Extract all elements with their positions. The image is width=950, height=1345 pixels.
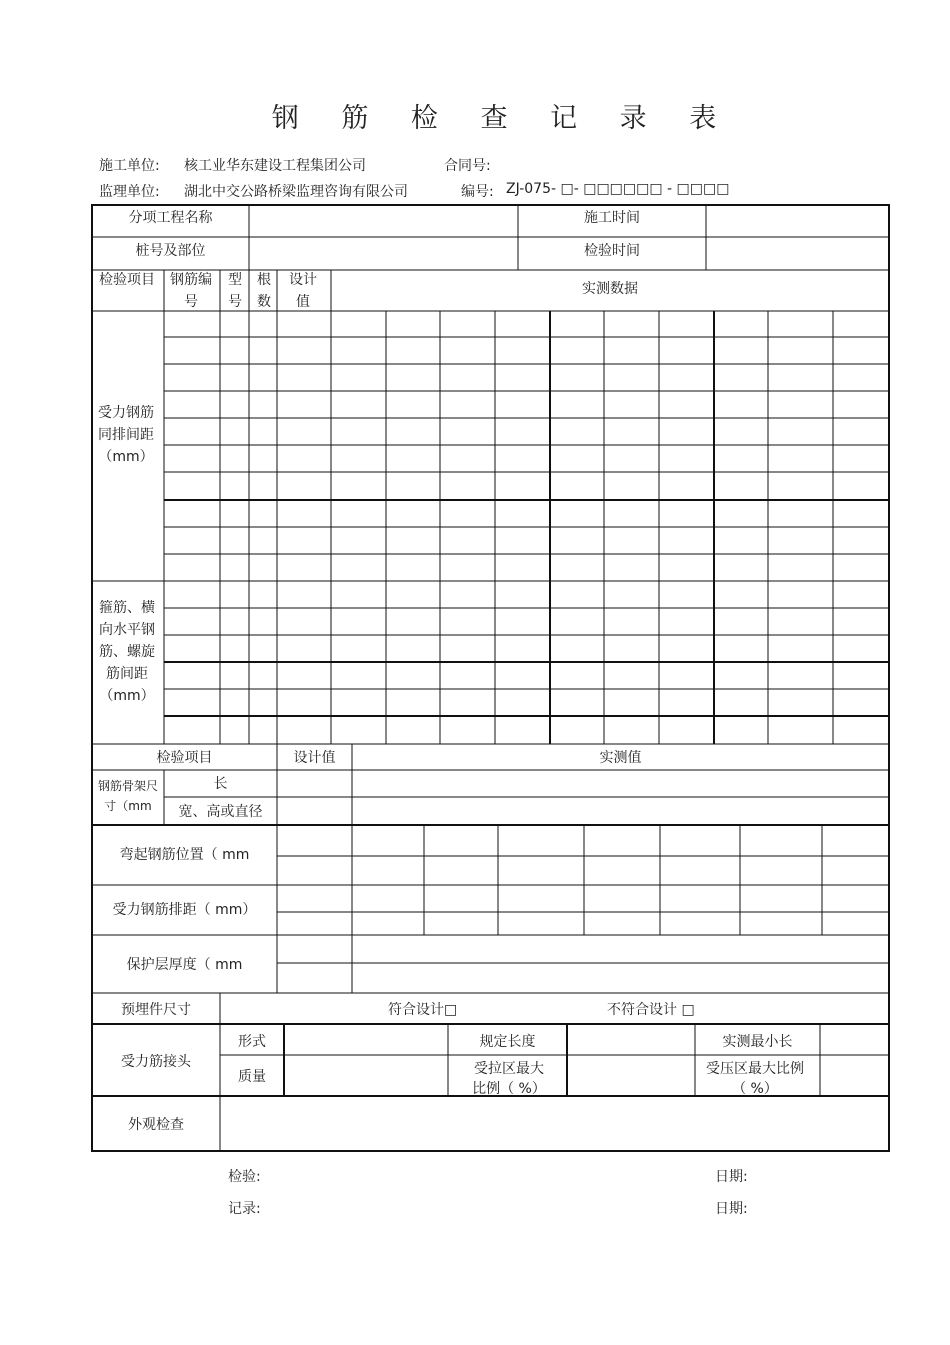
- quality-label: 质量: [238, 1069, 266, 1085]
- bent-position-label: 弯起钢筋位置（ mm: [119, 847, 250, 863]
- joint-label: 受力筋接头: [121, 1054, 191, 1070]
- contract-no-label: 合同号:: [444, 158, 491, 174]
- cage-size-label: 钢筋骨架尺寸（mm: [97, 779, 158, 813]
- col-count-header: 根数: [257, 272, 271, 310]
- construction-time-label: 施工时间: [584, 210, 640, 226]
- cover-label: 保护层厚度（ mm: [126, 957, 243, 973]
- conform-option[interactable]: 符合设计□: [388, 1002, 458, 1018]
- page-title: 钢 筋 检 查 记 录 表: [271, 103, 734, 134]
- serial-label: 编号:: [461, 184, 494, 200]
- col-measured-header: 实测数据: [582, 281, 638, 297]
- row-spacing-label: 受力钢筋排距（ mm）: [112, 902, 257, 918]
- inspect-date-label: 日期:: [715, 1169, 748, 1185]
- supervisor-value: 湖北中交公路桥梁监理咨询有限公司: [184, 184, 408, 200]
- serial-value: ZJ-075- □- □□□□□□ - □□□□: [506, 181, 730, 197]
- tension-ratio-label: 受拉区最大比例（ %）: [472, 1061, 546, 1096]
- inspection-time-label: 检验时间: [584, 243, 640, 259]
- design-value-header: 设计值: [293, 750, 336, 766]
- measured-value-header: 实测值: [599, 750, 642, 766]
- min-length-label: 实测最小长: [722, 1034, 793, 1050]
- contractor-label: 施工单位:: [99, 158, 160, 174]
- col-rebar-no-header: 钢筋编号: [170, 272, 212, 310]
- contractor-value: 核工业华东建设工程集团公司: [184, 158, 366, 174]
- width-height-label: 宽、高或直径: [178, 804, 263, 820]
- col-type-header: 型号: [228, 272, 242, 310]
- spec-length-label: 规定长度: [479, 1034, 536, 1050]
- appearance-label: 外观检查: [128, 1117, 184, 1133]
- supervisor-label: 监理单位:: [99, 184, 160, 200]
- inspect-item-header: 检验项目: [156, 750, 213, 766]
- length-label: 长: [213, 776, 228, 792]
- inspect-signature-label: 检验:: [228, 1169, 261, 1185]
- main-rebar-spacing-label: 受力钢筋同排间距（mm）: [98, 405, 154, 465]
- station-label: 桩号及部位: [135, 243, 206, 259]
- col-item-header: 检验项目: [99, 272, 155, 288]
- col-design-header: 设计值: [289, 272, 317, 310]
- compression-ratio-label: 受压区最大比例（ %）: [706, 1061, 804, 1096]
- embedded-label: 预埋件尺寸: [121, 1002, 191, 1018]
- record-date-label: 日期:: [715, 1201, 748, 1217]
- project-name-label: 分项工程名称: [128, 210, 213, 226]
- not-conform-option[interactable]: 不符合设计 □: [607, 1002, 695, 1018]
- stirrup-spacing-label: 箍筋、横向水平钢筋、螺旋筋间距（mm）: [99, 600, 155, 704]
- form-label: 形式: [238, 1034, 266, 1050]
- record-signature-label: 记录:: [228, 1201, 261, 1217]
